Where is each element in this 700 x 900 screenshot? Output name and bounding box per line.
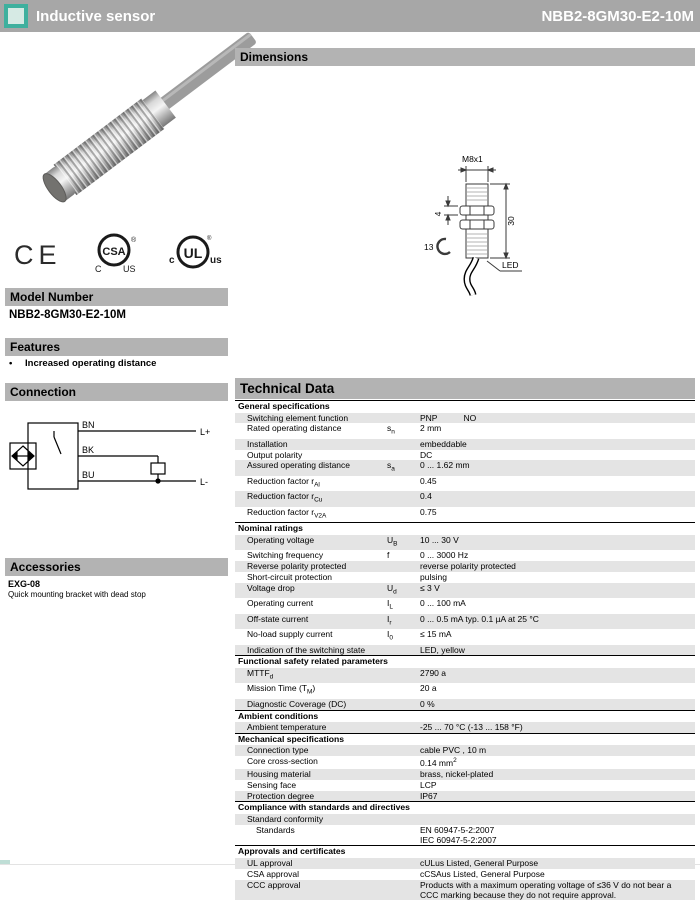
- ul-logo: [164, 232, 222, 274]
- spec-row: [235, 572, 695, 583]
- spec-value: 0.14 $mm^2$: [420, 756, 695, 769]
- spec-value: ≤ 3 V: [420, 583, 695, 598]
- spec-value: 2 mm: [420, 423, 695, 438]
- spec-section-header: Nominal ratings: [235, 522, 695, 535]
- model-number-value: NBB2-8GM30-E2-10M: [9, 309, 126, 321]
- svg-text:us: us: [210, 255, 222, 266]
- sensor-barrel: [38, 23, 265, 207]
- spec-value: 0 ... 1.62 mm: [420, 460, 695, 475]
- spec-row: [235, 880, 695, 900]
- svg-text:®: ®: [131, 236, 137, 244]
- spec-section-header: Functional safety related parameters: [235, 655, 695, 668]
- spec-label: Installation: [235, 439, 387, 450]
- spec-label: Standards: [235, 825, 387, 846]
- spec-row: [235, 814, 695, 825]
- spec-label: No-load supply current: [235, 629, 387, 644]
- dim-label-wrench: 13: [424, 242, 434, 252]
- spec-symbol: $I_L$: [387, 598, 420, 613]
- spec-value: brass, nickel-plated: [420, 769, 695, 780]
- wire-label-lplus: L+: [200, 427, 210, 437]
- spec-label: Mission Time $(T_M)$: [235, 683, 387, 698]
- spec-label: Short-circuit protection: [235, 572, 387, 583]
- spec-value: cable PVC , 10 m: [420, 745, 695, 756]
- spec-row: [235, 423, 695, 438]
- spec-symbol: f: [387, 550, 420, 561]
- spec-value: DC: [420, 450, 695, 461]
- spec-row: [235, 668, 695, 683]
- bullet-icon: •: [9, 358, 25, 369]
- spec-symbol: [387, 880, 420, 900]
- spec-section-header: Compliance with standards and directives: [235, 801, 695, 814]
- wire-label-bu: BU: [82, 470, 95, 480]
- spec-value: embeddable: [420, 439, 695, 450]
- spec-row: [235, 780, 695, 791]
- switch-symbol: [54, 437, 61, 454]
- spec-row: [235, 722, 695, 733]
- spec-row: [235, 583, 695, 598]
- spec-symbol: [387, 869, 420, 880]
- brand-icon: [4, 4, 28, 28]
- spec-symbol: [387, 825, 420, 846]
- hex-nut: [460, 220, 494, 229]
- spec-symbol: [387, 476, 420, 491]
- spec-row: [235, 769, 695, 780]
- spec-section-header: Approvals and certificates: [235, 845, 695, 858]
- spec-symbol: [387, 439, 420, 450]
- spec-label: Switching element function: [235, 413, 387, 424]
- spec-value: 20 a: [420, 683, 695, 698]
- features-section-title: Features: [5, 338, 228, 356]
- spec-symbol: $I_0$: [387, 629, 420, 644]
- wire-label-bn: BN: [82, 420, 95, 430]
- dimensional-drawing: [410, 150, 568, 298]
- spec-row: [235, 745, 695, 756]
- spec-value: cULus Listed, General Purpose: [420, 858, 695, 869]
- spec-symbol: $I_r$: [387, 614, 420, 629]
- spec-symbol: [387, 450, 420, 461]
- page-corner-mark: [0, 860, 10, 864]
- spec-label: UL approval: [235, 858, 387, 869]
- svg-text:US: US: [123, 264, 136, 274]
- spec-row: [235, 491, 695, 506]
- spec-value: -25 ... 70 °C (-13 ... 158 °F): [420, 722, 695, 733]
- spec-value: cCSAus Listed, General Purpose: [420, 869, 695, 880]
- spec-symbol: [387, 858, 420, 869]
- spec-label: Reduction factor $r_{V2A}$: [235, 507, 387, 522]
- spec-symbol: [387, 491, 420, 506]
- spec-label: Protection degree: [235, 791, 387, 802]
- spec-label: CSA approval: [235, 869, 387, 880]
- spec-label: Core cross-section: [235, 756, 387, 769]
- spec-label: Switching frequency: [235, 550, 387, 561]
- spec-row: [235, 683, 695, 698]
- spec-row: [235, 550, 695, 561]
- spec-label: CCC approval: [235, 880, 387, 900]
- wrench-icon: [437, 239, 450, 254]
- spec-value: EN 60947-5-2:2007 IEC 60947-5-2:2007: [420, 825, 695, 846]
- spec-value: 0.4: [420, 491, 695, 506]
- spec-row: [235, 858, 695, 869]
- connection-diagram: [8, 413, 220, 509]
- spec-symbol: [387, 780, 420, 791]
- spec-label: $MTTF_d$: [235, 668, 387, 683]
- spec-row: [235, 535, 695, 550]
- spec-label: Housing material: [235, 769, 387, 780]
- spec-label: Ambient temperature: [235, 722, 387, 733]
- page-header: [0, 0, 700, 32]
- spec-row: [235, 869, 695, 880]
- spec-label: Operating voltage: [235, 535, 387, 550]
- spec-row: [235, 450, 695, 461]
- spec-symbol: $s_a$: [387, 460, 420, 475]
- spec-symbol: $U_d$: [387, 583, 420, 598]
- feature-item: • Increased operating distance: [9, 358, 156, 369]
- spec-row: [235, 439, 695, 450]
- spec-value: 0 ... 3000 Hz: [420, 550, 695, 561]
- dim-label-thread: M8x1: [462, 154, 483, 164]
- accessory-model: EXG-08: [8, 579, 40, 589]
- spec-value: IP67: [420, 791, 695, 802]
- spec-label: Output polarity: [235, 450, 387, 461]
- spec-symbol: [387, 561, 420, 572]
- spec-label: Reduction factor $r_{Al}$: [235, 476, 387, 491]
- svg-text:CE: CE: [14, 240, 62, 270]
- csa-logo: [90, 232, 140, 274]
- accessories-section-title: Accessories: [5, 558, 228, 576]
- dim-label-length: 30: [506, 216, 516, 226]
- spec-value: 0.45: [420, 476, 695, 491]
- spec-symbol: [387, 413, 420, 424]
- load-resistor-symbol: [151, 463, 165, 474]
- spec-row: [235, 645, 695, 656]
- spec-symbol: [387, 668, 420, 683]
- technical-data-section-title: Technical Data: [235, 378, 695, 399]
- spec-value: 0 ... 0.5 mA typ. 0.1 µA at 25 °C: [420, 614, 695, 629]
- svg-text:®: ®: [207, 235, 212, 242]
- spec-value: LED, yellow: [420, 645, 695, 656]
- spec-row: [235, 598, 695, 613]
- spec-section-header: Mechanical specifications: [235, 733, 695, 746]
- spec-value: 0 ... 100 mA: [420, 598, 695, 613]
- spec-section-header: General specifications: [235, 400, 695, 413]
- spec-value: 10 ... 30 V: [420, 535, 695, 550]
- spec-label: Rated operating distance: [235, 423, 387, 438]
- spec-symbol: [387, 756, 420, 769]
- hex-nut: [460, 206, 494, 215]
- spec-symbol: $U_B$: [387, 535, 420, 550]
- spec-label: Reverse polarity protected: [235, 561, 387, 572]
- spec-label: Operating current: [235, 598, 387, 613]
- svg-text:UL: UL: [184, 245, 203, 261]
- spec-value: PNP NO: [420, 413, 695, 424]
- spec-row: [235, 413, 695, 424]
- spec-row: [235, 699, 695, 710]
- spec-value: LCP: [420, 780, 695, 791]
- spec-row: [235, 614, 695, 629]
- wire-label-lminus: L-: [200, 477, 208, 487]
- spec-label: Sensing face: [235, 780, 387, 791]
- spec-symbol: [387, 791, 420, 802]
- spec-label: Off-state current: [235, 614, 387, 629]
- spec-symbol: [387, 699, 420, 710]
- spec-row: [235, 460, 695, 475]
- spec-value: 0 %: [420, 699, 695, 710]
- svg-text:c: c: [169, 255, 175, 266]
- spec-symbol: [387, 814, 420, 825]
- wire-label-bk: BK: [82, 445, 94, 455]
- spec-row: [235, 507, 695, 522]
- spec-label: Reduction factor $r_{Cu}$: [235, 491, 387, 506]
- header-model-number: NBB2-8GM30-E2-10M: [541, 8, 694, 25]
- technical-data-table: [235, 400, 695, 900]
- spec-symbol: $s_n$: [387, 423, 420, 438]
- spec-label: Standard conformity: [235, 814, 387, 825]
- spec-row: [235, 791, 695, 802]
- spec-symbol: [387, 572, 420, 583]
- model-number-section-title: Model Number: [5, 288, 228, 306]
- spec-value: pulsing: [420, 572, 695, 583]
- spec-value: reverse polarity protected: [420, 561, 695, 572]
- spec-label: Diagnostic Coverage (DC): [235, 699, 387, 710]
- product-type-title: Inductive sensor: [36, 8, 155, 25]
- spec-symbol: [387, 507, 420, 522]
- spec-symbol: [387, 745, 420, 756]
- spec-section-header: Ambient conditions: [235, 710, 695, 723]
- spec-value: 2790 a: [420, 668, 695, 683]
- spec-value: ≤ 15 mA: [420, 629, 695, 644]
- spec-label: Assured operating distance: [235, 460, 387, 475]
- spec-label: Indication of the switching state: [235, 645, 387, 656]
- spec-row: [235, 561, 695, 572]
- spec-label: Voltage drop: [235, 583, 387, 598]
- spec-row: [235, 756, 695, 769]
- dimensions-section-title: Dimensions: [235, 48, 695, 66]
- spec-symbol: [387, 722, 420, 733]
- ce-logo: [12, 233, 66, 273]
- spec-row: [235, 476, 695, 491]
- spec-value: Products with a maximum operating voltage of ≤36 V do not bear a CCC marking because they do not require approval.: [420, 880, 695, 900]
- accessory-description: Quick mounting bracket with dead stop: [8, 590, 146, 599]
- connection-section-title: Connection: [5, 383, 228, 401]
- spec-row: [235, 825, 695, 846]
- sensor-cable: [153, 32, 257, 115]
- dim-label-led: LED: [502, 260, 519, 270]
- certification-logos: [12, 230, 222, 276]
- dim-label-nut: 4: [433, 211, 443, 216]
- spec-label: Connection type: [235, 745, 387, 756]
- product-photo: [6, 50, 228, 228]
- spec-value: 0.75: [420, 507, 695, 522]
- spec-row: [235, 629, 695, 644]
- svg-text:C: C: [95, 264, 102, 274]
- spec-value: [420, 814, 695, 825]
- spec-symbol: [387, 683, 420, 698]
- spec-symbol: [387, 769, 420, 780]
- spec-symbol: [387, 645, 420, 656]
- svg-text:CSA: CSA: [102, 246, 125, 258]
